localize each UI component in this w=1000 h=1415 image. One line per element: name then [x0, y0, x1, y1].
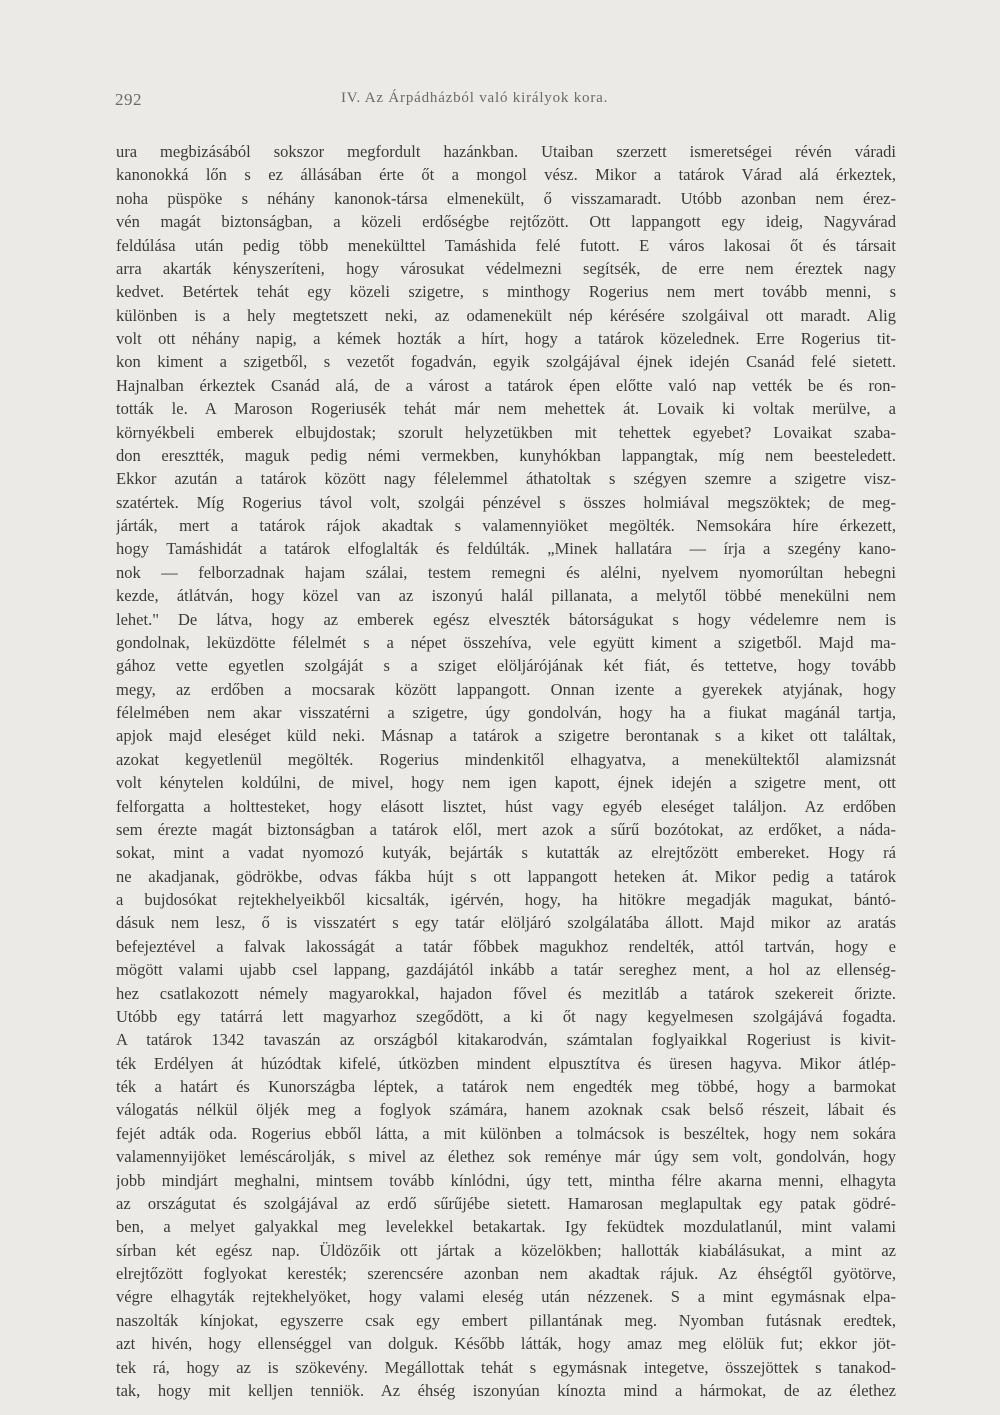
text-line: fejét adták oda. Rogerius ebből látta, a mit különben a tolmácsok is beszéltek, hogy nem sokára [116, 1123, 896, 1143]
text-line: szatértek. Míg Rogerius távol volt, szolgái pénzével s összes holmiával megszöktek; de meg- [116, 492, 896, 512]
text-line: félelmében nem akar visszatérni a szigetre, úgy gondolván, hogy ha a fiukat magánál tartja, [116, 703, 896, 722]
text-line: dásuk nem lesz, ő is visszatért s egy tatár elöljáró szolgálatába állott. Majd mikor az aratás [116, 913, 896, 933]
text-line: ura megbizásából sokszor megfordult hazánkban. Utaiban szerzett ismeretségei révén váradi [116, 142, 896, 161]
text-line: tek rá, hogy az is szökevény. Megállottak tehát s egymásnak integetve, összejöttek s tanakod- [116, 1357, 896, 1377]
text-line: sírban két egész nap. Üldözőik ott jártak a közelökben; hallották kiabálásukat, a mint az [116, 1240, 896, 1260]
running-head: IV. Az Árpádházból való királyok kora. [341, 90, 609, 106]
text-line: az országutat és szolgájával az erdő sűrűjébe sietett. Hamarosan meglapultak egy patak gödré- [116, 1193, 896, 1213]
text-line: azokat kegyetlenül megölték. Rogerius mindenkitől elhagyatva, a menekültektől alamizsnát [116, 749, 896, 769]
text-line: sem érezte magát biztonságban a tatárok elől, mert azok a sűrű bozótokat, az erdőket, a náda- [116, 819, 896, 839]
text-line: kedvet. Betértek tehát egy közeli szigetre, s minthogy Rogerius nem mert tovább menni, s [116, 282, 896, 302]
text-line: hogy Tamáshidát a tatárok elfoglalták és feldúlták. „Minek hallatára — írja a szegény kano- [116, 539, 896, 559]
text-line: járták, mert a tatárok rájok akadtak s valamennyiöket megölték. Nemsokára híre érkezett, [116, 516, 896, 535]
text-line: Utóbb egy tatárrá lett magyarhoz szegődött, a ki őt nagy kegyelmesen szolgájává fogadta. [116, 1006, 896, 1026]
text-line: valamennyijöket leméscárolják, s mivel az élethez sok reménye már úgy sem volt, gondolván, hogy [116, 1147, 896, 1167]
text-line: felforgatta a holttesteket, hogy elásott lisztet, húst vagy egyéb eleséget találjon. Az erdőben [116, 796, 896, 816]
text-line: mögött valami ujabb csel lappang, gazdájától inkább a tatár sereghez ment, a hol az ellenség- [116, 960, 896, 980]
text-line: végre elhagyták rejtekhelyöket, hogy valami eleség után nézzenek. S a mint egymásnak elpa- [116, 1287, 896, 1307]
text-line: ne akadjanak, gödrökbe, odvas fákba hújt s ott lappangott heteken át. Mikor pedig a tatárok [116, 866, 896, 886]
text-line: A tatárok 1342 tavaszán az országból kitakarodván, számtalan foglyaikkal Rogeriust is kivit- [116, 1030, 896, 1050]
text-line: gondolnak, leküzdötte félelmét s a népet összehíva, vele együtt kiment a szigetből. Majd ma- [116, 632, 896, 652]
text-line: ték Erdélyen át húzódtak kifelé, útközben mindent elpusztítva és üresen hagyva. Mikor átlép- [116, 1053, 896, 1073]
text-line: noha püspöke s néhány kanonok-társa elmenekült, ő visszamaradt. Utóbb azonban nem érez- [116, 188, 896, 208]
page-number: 292 [115, 90, 142, 109]
text-line: kon kiment a szigetből, s vezetőt fogadván, egyik szolgájával éjnek idején Csanád felé sietett. [116, 352, 896, 372]
text-line: gához vette egyetlen szolgáját s a sziget elöljárójának két fiát, és tettetve, hogy tovább [116, 656, 896, 676]
text-line: a bujdosókat rejtekhelyeikből kicsalták, igérvén, hogy, ha hitökre megadják magukat, bántó- [116, 890, 896, 909]
page-header [115, 90, 895, 120]
text-line: elrejtőzött foglyokat keresték; szerencsére azonban nem akadtak rájuk. Az éhségtől gyötörve, [116, 1264, 896, 1283]
text-line: nok — felborzadnak hajam szálai, testem remegni és alélni, nyelvem nyomorúltan hebegni [116, 562, 896, 582]
text-line: vén magát biztonságban, a közeli erdőségbe rejtőzött. Ott lappangott egy ideig, Nagyvárad [116, 212, 896, 232]
text-line: megy, az erdőben a mocsarak között lappangott. Onnan izente a gyerekek atyjának, hogy [116, 679, 896, 699]
text-line: Hajnalban érkeztek Csanád alá, de a várost a tatárok épen előtte való nap vették be és ron- [116, 375, 896, 395]
text-line: apjok majd eleséget küld neki. Másnap a tatárok a szigetre berontanak s a kiket ott találtak, [116, 726, 896, 746]
text-line: volt ott néhány napig, a kémek hozták a hírt, hogy a tatárok közelednek. Erre Rogerius tit- [116, 329, 896, 348]
text-line: feldúlása után pedig több menekülttel Tamáshida felé futott. E város lakosai őt és társait [116, 235, 896, 255]
text-line: volt kénytelen koldúlni, de mivel, hogy nem igen kapott, éjnek idején a szigetre ment, ott [116, 773, 896, 793]
text-line: hez csatlakozott némely magyarokkal, hajadon fővel és mezitláb a tatárok szekereit őrizte. [116, 983, 896, 1003]
text-line: különben is a hely megtetszett neki, az odamenekült nép kérésére szolgáival ott maradt. Alig [116, 305, 896, 325]
text-line: kanonokká lőn s ez állásában érte őt a mongol vész. Mikor a tatárok Várad alá érkeztek, [116, 165, 896, 185]
text-line: válogatás nélkül öljék meg a foglyok számára, hanem azoknak csak belső részeit, lábait és [116, 1100, 896, 1120]
text-line: naszolták kínjokat, egyszerre csak egy embert pillantának meg. Nyomban futásnak eredtek, [116, 1310, 896, 1330]
text-line: ték a határt és Kunországba léptek, a tatárok nem engedték meg többé, hogy a barmokat [116, 1077, 896, 1096]
text-line: don eresztték, maguk pedig némi vermekben, kunyhókban lappangtak, míg nem beesteledett. [116, 445, 896, 465]
text-line: sokat, mint a vadat nyomozó kutyák, bejárták s kutatták az elrejtőzött embereket. Hogy rá [116, 843, 896, 863]
text-line: tották le. A Maroson Rogeriusék tehát már nem mehettek át. Lovaik ki voltak merülve, a [116, 399, 896, 419]
text-line: tak, hogy mit kelljen tenniök. Az éhség iszonyúan kínozta mind a hármokat, de az élethez [116, 1380, 896, 1400]
text-line: befejeztével a falvak lakosságát a tatár főbbek magukhoz rendelték, attól tartván, hogy e [116, 936, 896, 956]
text-line: Ekkor azután a tatárok között nagy félelemmel áthatoltak s szégyen szemre a szigetre visz- [116, 469, 896, 489]
text-line: arra akarták kényszeríteni, hogy városukat védelmezni segítsék, de erre nem éreztek nagy [116, 258, 896, 278]
text-line: ben, a melyet galyakkal meg levelekkel betakartak. Igy feküdtek mozdulatlanúl, mint valami [116, 1217, 896, 1237]
text-line: jobb mindjárt meghalni, mintsem tovább kínlódni, úgy tett, mintha félre akarna menni, elhagyta [116, 1170, 896, 1190]
text-line: lehet." De látva, hogy az emberek egész elveszték bátorságukat s hogy védelemre nem is [116, 609, 896, 629]
text-line: azt hivén, hogy ellenséggel van dolguk. Később látták, hogy amaz meg elölük fut; ekkor jöt- [116, 1334, 896, 1354]
text-line: kezde, átlátván, hogy közel van az iszonyú halál pillanata, a melytől többé menekülni nem [116, 586, 896, 606]
text-line: környékbeli emberek elbujdostak; szorult helyzetükben mit tehettek egyebet? Lovaikat szaba- [116, 422, 896, 442]
body-text [116, 140, 896, 1402]
